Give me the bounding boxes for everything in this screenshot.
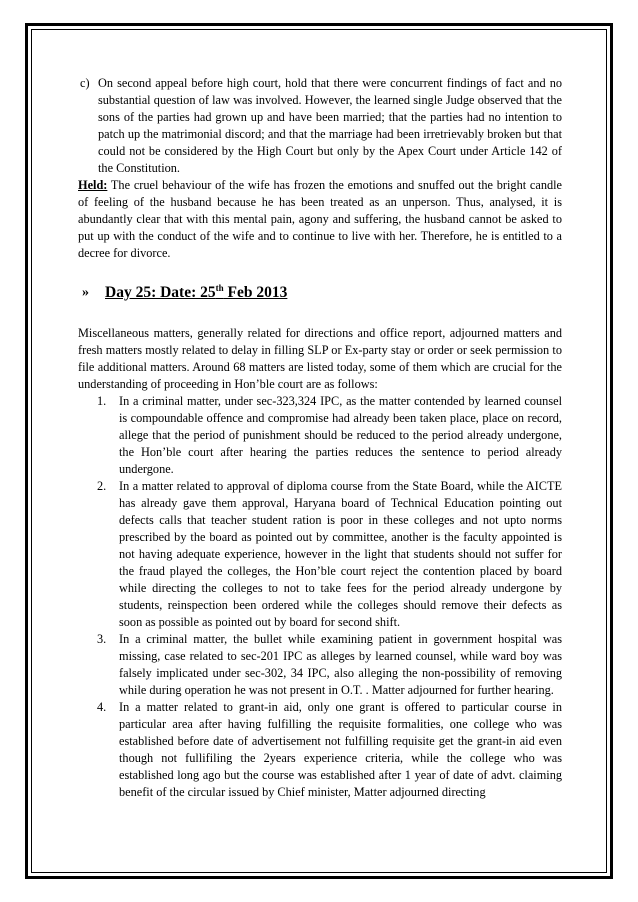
list-item-text: On second appeal before high court, hold that there were concurrent findings of fact and no substantial question of law was involved. However, the learned single Judge observed that the sons of the parties had grown up and have been married; that the parties had no intention to patch up the matrimonial discord; and that the marriage had been irretrievably broken but that could not be considered by the High Court but only by the Apex Court under Article 142 of the Constitution.	[98, 76, 562, 175]
list-number: 3.	[97, 632, 107, 646]
intro-paragraph: Miscellaneous matters, generally related for directions and office report, adjourned matters and fresh matters mostly related to delay in filling SLP or Ex-party stay or order or seek permission to file additional matters. Around 68 matters are listed today, some of them which are crucial for the understanding of proceeding in Hon’ble court are as follows:	[78, 326, 562, 391]
double-chevron-icon: »	[82, 285, 89, 300]
heading-superscript: th	[215, 282, 224, 293]
list-item	[78, 631, 562, 699]
list-item	[78, 699, 562, 801]
list-item-text: In a criminal matter, under sec-323,324 IPC, as the matter contended by learned counsel is compoundable offence and compromise had already been taken place, place on record, allege that the period of punishment should be reduced to the period already undergone, the Hon’ble court after hearing the parties reduces the sentence to period already undergone.	[119, 394, 562, 476]
list-item-text: In a matter related to approval of diploma course from the State Board, while the AICTE has already gave them approval, Haryana board of Technical Education pointing out defects calls that teacher student ration is poor in these colleges and not upto norms prescribed by the board as pointed out by committee, another is the faculty appointed is not having adequate experience, however in the light that students should not suffer for the fraud played the colleges, the Hon’ble court reject the contention placed by board while directing the colleges to not to take fees for the period already undergone by students, reinspection been ordered while the colleges should remove their defects as soon as possible as pointed out by board for second shift.	[119, 479, 562, 629]
held-paragraph	[78, 177, 562, 262]
list-item-c	[78, 75, 562, 177]
list-number: 2.	[97, 479, 107, 493]
held-label: Held:	[78, 178, 108, 192]
list-item-text: In a matter related to grant-in aid, only one grant is offered to particular course in particular area after having fulfilling the requisite formalities, one college who was established before date of advertisement not fulfilling requisite get the grant-in aid even though not fullifiling the 2years experience criteria, while the college who was established long ago but the course was established after 1 year of date of advt. claiming benefit of the circular issued by Chief minister, Matter adjourned directing	[119, 700, 562, 799]
list-item-text: In a criminal matter, the bullet while examining patient in government hospital was missing, case related to sec-201 IPC as alleges by learned counsel, while ward boy was falsely implicated under sec-302, 34 IPC, also alleging the non-possibility of removing while during operation he was not present in O.T. . Matter adjourned for further hearing.	[119, 632, 562, 697]
held-text: The cruel behaviour of the wife has frozen the emotions and snuffed out the bright candle of feeling of the husband because he has been treated as an unperson. Thus, analysed, it is abundantly clear that with this mental pain, agony and suffering, the husband cannot be asked to put up with the conduct of the wife and to continue to live with her. Therefore, he is entitled to a decree for divorce.	[78, 178, 562, 260]
document-body	[78, 75, 562, 801]
section-heading	[78, 283, 562, 303]
list-item	[78, 478, 562, 631]
list-number: 1.	[97, 394, 107, 408]
list-marker: c)	[80, 76, 90, 90]
list-number: 4.	[97, 700, 107, 714]
heading-text: Day 25: Date: 25th Feb 2013	[105, 282, 288, 301]
list-item	[78, 393, 562, 478]
matters-list	[78, 393, 562, 801]
